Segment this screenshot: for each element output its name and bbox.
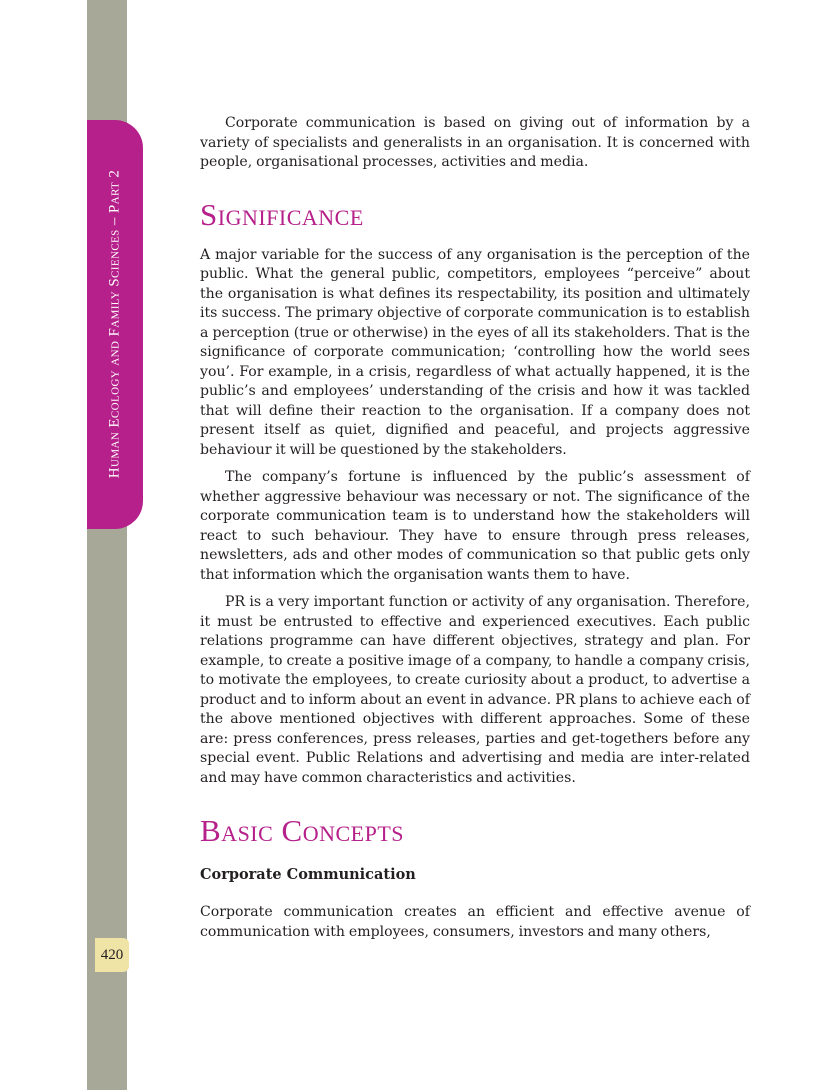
book-title: Human Ecology and Family Sciences – Part 2 (106, 169, 123, 479)
page-number: 420 (95, 938, 129, 972)
significance-heading: Significance (200, 196, 364, 232)
basic-concepts-heading: Basic Concepts (200, 813, 405, 848)
page-content (200, 114, 750, 942)
intro-paragraph: Corporate communication is based on giving out of information by a variety of specialists and generalists in an organisation. It is concerned with people, organisational processes, activities and media. (200, 115, 750, 170)
significance-paragraph-1: A major variable for the success of any organisation is the perception of the public. What the general public, competitors, employees “perceive” about the organisation is what defines its respectability, its position and ultimately its success. The primary objective of corporate communication is to establish a perception (true or otherwise) in the eyes of all its stakeholders. That is the significance of corporate communication; ‘controlling how the world sees you’. For example, in a crisis, regardless of what actually happened, it is the public’s and employees’ understanding of the crisis and how it was tackled that will define their reaction to the organisation. If a company does not present itself as quiet, dignified and peaceful, and projects aggressive behaviour it will be questioned by the stakeholders. (200, 246, 750, 458)
corporate-communication-subheading: Corporate Communication (200, 866, 416, 883)
corporate-communication-paragraph: Corporate communication creates an efficient and effective avenue of communication with employees, consumers, investors and many others, (200, 904, 750, 940)
significance-paragraph-3: PR is a very important function or activity of any organisation. Therefore, it must be entrusted to effective and experienced executives. Each public relations programme can have different objectives, strategy and plan. For example, to create a positive image of a company, to handle a company crisis, to motivate the employees, to create curiosity about a product, to advertise a product and to inform about an event in advance. PR plans to achieve each of the above mentioned objectives with different approaches. Some of these are: press conferences, press releases, parties and get-togethers before any special event. Public Relations and advertising and media are inter-related and may have common characteristics and activities. (200, 594, 750, 786)
significance-paragraph-2: The company’s fortune is influenced by the public’s assessment of whether aggressive behaviour was necessary or not. The significance of the corporate communication team is to understand how the stakeholders will react to such behaviour. They have to ensure through press releases, newsletters, ads and other modes of communication so that public gets only that information which the organisation wants them to have. (200, 469, 750, 583)
